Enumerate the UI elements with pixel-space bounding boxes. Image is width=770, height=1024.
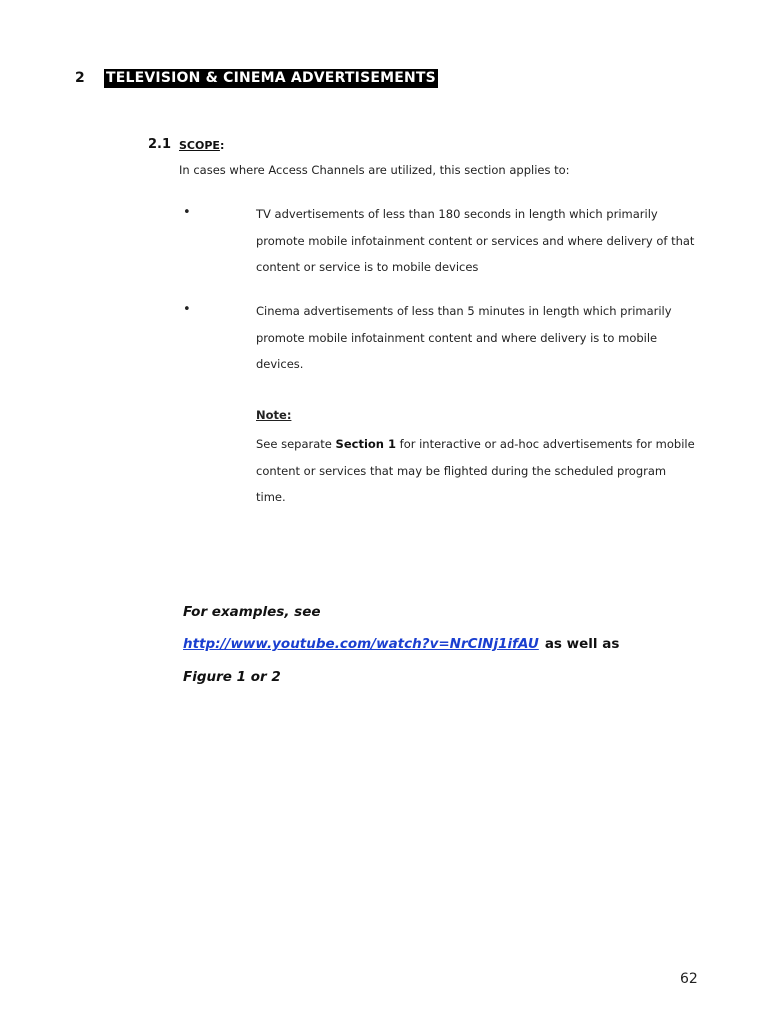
note-text-before: See separate: [256, 437, 336, 451]
note-text: [256, 431, 696, 511]
examples-link-suffix: as well as: [544, 636, 620, 652]
page-number: 62: [680, 971, 698, 987]
section-number: 2: [75, 70, 85, 86]
subsection-number: 2.1: [148, 137, 172, 152]
bullet-text-tv: TV advertisements of less than 180 seconds in length which primarily promote mobile infotainment content or services and where delivery of that content or service is to mobile devices: [256, 207, 695, 274]
note-text-after: for interactive or ad-hoc advertisements for mobile content or services that may be flighted during the scheduled program time.: [256, 437, 695, 504]
bullet-text-cinema: Cinema advertisements of less than 5 minutes in length which primarily promote mobile infotainment content and where delivery is to mobile devices.: [256, 304, 672, 371]
subsection-title: [179, 139, 224, 152]
scope-intro: In cases where Access Channels are utilized, this section applies to:: [179, 163, 570, 177]
examples-figure-ref: Figure 1 or 2: [183, 669, 281, 685]
examples-intro: For examples, see: [183, 604, 321, 620]
bullet-marker: •: [183, 205, 191, 220]
note-section-ref: Section 1: [335, 437, 396, 451]
subsection-title-text: SCOPE: [179, 139, 220, 152]
youtube-link[interactable]: http://www.youtube.com/watch?v=NrClNj1ifAU: [183, 636, 539, 652]
bullet-marker: •: [183, 302, 191, 317]
note-label: Note:: [256, 408, 292, 422]
section-title: TELEVISION & CINEMA ADVERTISEMENTS: [106, 70, 436, 86]
examples-link-line: [183, 636, 619, 652]
subsection-title-colon: :: [219, 139, 225, 152]
